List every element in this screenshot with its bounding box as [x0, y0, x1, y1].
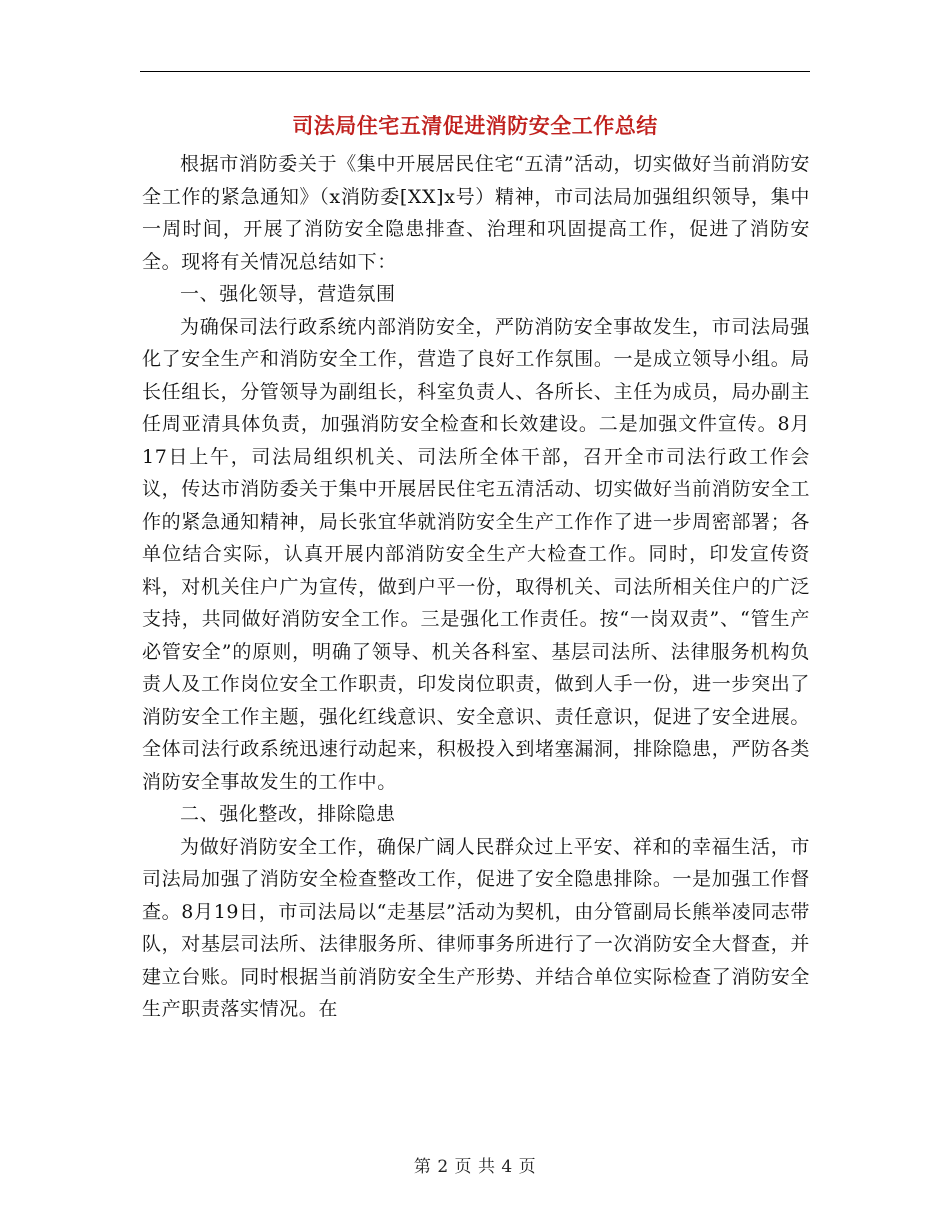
section-heading-2: 二、强化整改，排除隐患	[180, 803, 396, 825]
section-heading-1: 一、强化领导，营造氛围	[180, 283, 396, 305]
paragraph-intro: 根据市消防委关于《集中开展居民住宅“五清”活动，切实做好当前消防安全工作的紧急通知》（x消防委[XX]x号）精神，市司法局加强组织领导，集中一周时间，开展了消防安全隐患排查、治理和巩固提高工作，促进了消防安全。现将有关情况总结如下：	[142, 153, 810, 273]
document-body	[142, 148, 810, 1026]
header-rule	[140, 71, 810, 72]
paragraph-section-2: 为做好消防安全工作，确保广阔人民群众过上平安、祥和的幸福生活，市司法局加强了消防安全检查整改工作，促进了安全隐患排除。一是加强工作督查。8月19日，市司法局以“走基层”活动为契机，由分管副局长熊举凌同志带队，对基层司法所、法律服务所、律师事务所进行了一次消防安全大督查，并建立台账。同时根据当前消防安全生产形势、并结合单位实际检查了消防安全生产职责落实情况。在	[142, 835, 810, 1020]
document-title: 司法局住宅五清促进消防安全工作总结	[292, 114, 658, 138]
page-number: 第 2 页 共 4 页	[413, 1157, 537, 1177]
paragraph-section-1: 为确保司法行政系统内部消防安全，严防消防安全事故发生，市司法局强化了安全生产和消防安全工作，营造了良好工作氛围。一是成立领导小组。局长任组长，分管领导为副组长，科室负责人、各所长、主任为成员，局办副主任周亚清具体负责，加强消防安全检查和长效建设。二是加强文件宣传。8月17日上午，司法局组织机关、司法所全体干部，召开全市司法行政工作会议，传达市消防委关于集中开展居民住宅五清活动、切实做好当前消防安全工作的紧急通知精神，局长张宜华就消防安全生产工作作了进一步周密部署；各单位结合实际，认真开展内部消防安全生产大检查工作。同时，印发宣传资料，对机关住户广为宣传，做到户平一份，取得机关、司法所相关住户的广泛支持，共同做好消防安全工作。三是强化工作责任。按“一岗双责”、“管生产必管安全”的原则，明确了领导、机关各科室、基层司法所、法律服务机构负责人及工作岗位安全工作职责，印发岗位职责，做到人手一份，进一步突出了消防安全工作主题，强化红线意识、安全意识、责任意识，促进了安全进展。全体司法行政系统迅速行动起来，积极投入到堵塞漏洞，排除隐患，严防各类消防安全事故发生的工作中。	[142, 315, 810, 793]
